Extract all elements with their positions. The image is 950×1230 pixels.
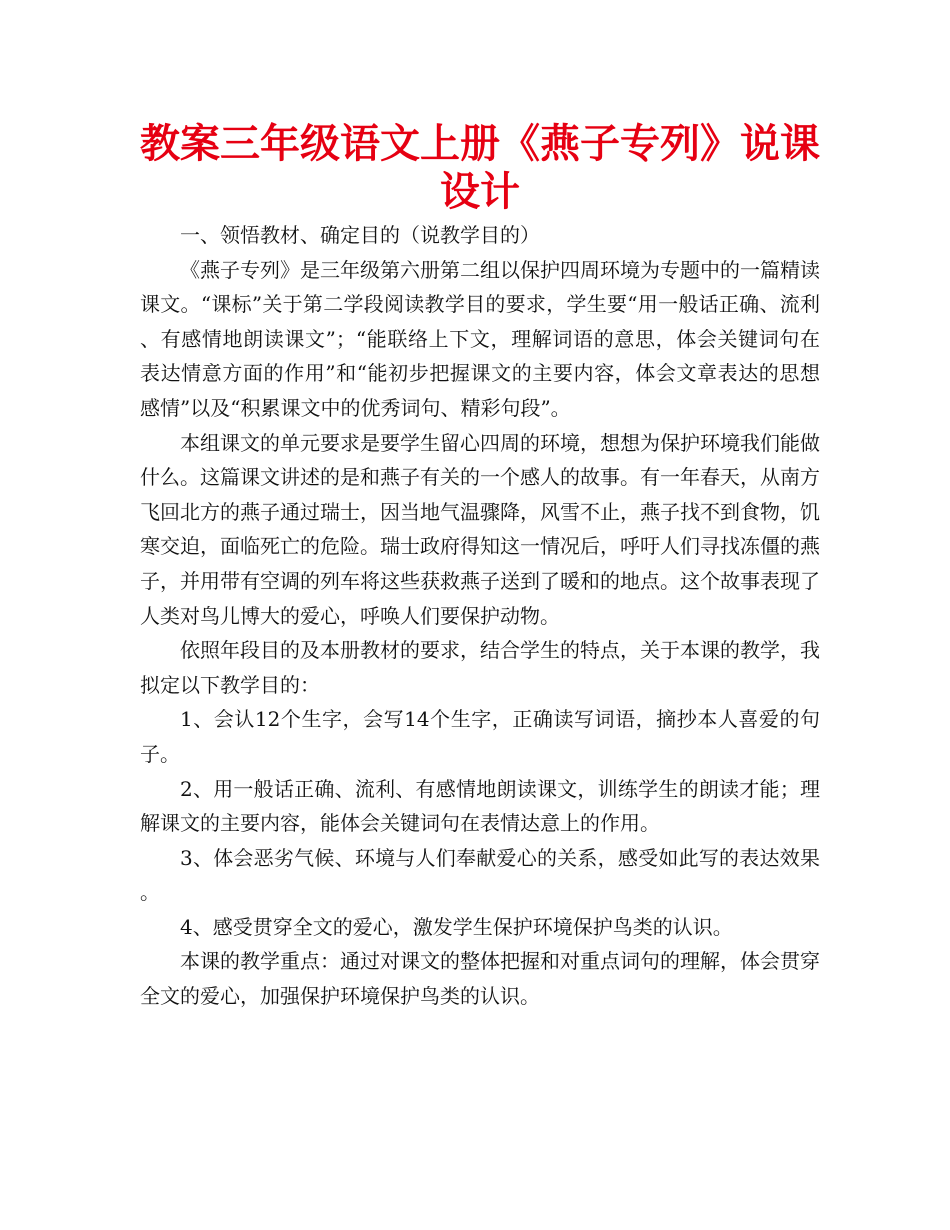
paragraph-goal-1: 1、会认12个生字，会写14个生字，正确读写词语，摘抄本人喜爱的句子。: [140, 707, 820, 766]
paragraph-unit-requirements: 本组课文的单元要求是要学生留心四周的环境，想想为保护环境我们能做什么。这篇课文讲述的是和燕子有关的一个感人的故事。有一年春天，从南方飞回北方的燕子通过瑞士，因当地气温骤降，风雪不止，燕子找不到食物，饥寒交迫，面临死亡的危险。瑞士政府得知这一情况后，呼吁人们寻找冻僵的燕子，并用带有空调的列车将这些获救燕子送到了暖和的地点。这个故事表现了人类对鸟儿博大的爱心，呼唤人们要保护动物。: [140, 430, 820, 628]
document-body: [140, 218, 820, 1014]
paragraph-goals-intro: 依照年段目的及本册教材的要求，结合学生的特点，关于本课的教学，我拟定以下教学目的：: [140, 638, 820, 697]
paragraph-goal-3: 3、体会恶劣气候、环境与人们奉献爱心的关系，感受如此写的表达效果。: [140, 845, 820, 905]
paragraph-text-intro: 《燕子专列》是三年级第六册第二组以保护四周环境为专题中的一篇精读课文。“课标”关于第二学段阅读教学目的要求，学生要“用一般话正确、流利、有感情地朗读课文”；“能联络上下文，理解词语的意思，体会关键词句在表达情意方面的作用”和“能初步把握课文的主要内容，体会文章表达的思想感情”以及“积累课文中的优秀词句、精彩句段”。: [140, 257, 820, 420]
document-page: [140, 120, 820, 1014]
paragraph-teaching-focus: 本课的教学重点：通过对课文的整体把握和对重点词句的理解，体会贯穿全文的爱心，加强保护环境保护鸟类的认识。: [140, 949, 820, 1009]
paragraph-section-heading: 一、领悟教材、确定目的（说教学目的）: [180, 223, 540, 247]
document-title: 教案三年级语文上册《燕子专列》说课设计: [140, 121, 820, 215]
paragraph-goal-2: 2、用一般话正确、流利、有感情地朗读课文，训练学生的朗读才能；理解课文的主要内容，能体会关键词句在表情达意上的作用。: [140, 776, 820, 836]
paragraph-goal-4: 4、感受贯穿全文的爱心，激发学生保护环境保护鸟类的认识。: [180, 914, 733, 939]
